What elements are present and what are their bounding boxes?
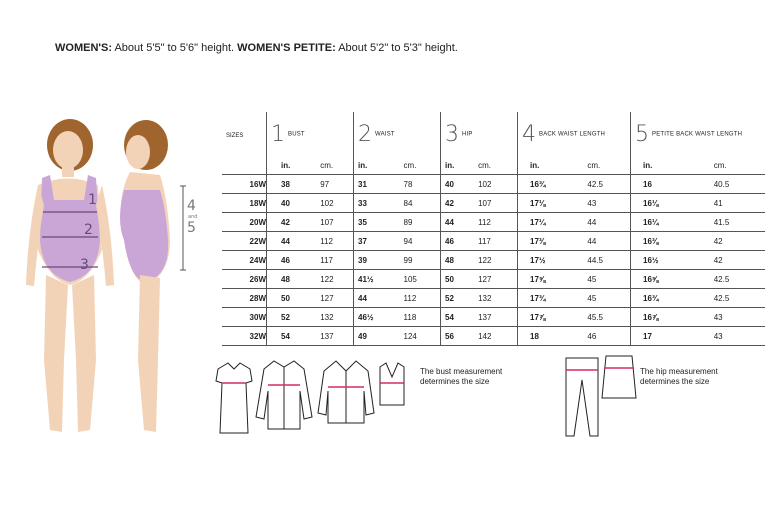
cell-waist_in: 35 <box>354 213 400 232</box>
cell-bust_cm: 132 <box>316 308 353 327</box>
cell-bw_cm: 45 <box>583 289 630 308</box>
side-figure <box>120 120 170 432</box>
bust-note: The bust measurement determines the size <box>420 367 503 386</box>
cell-pbw_in: 16⅜ <box>631 232 710 251</box>
cell-pbw_in: 16½ <box>631 251 710 270</box>
cell-waist_in: 49 <box>354 327 400 346</box>
cell-hip_in: 54 <box>441 308 475 327</box>
petite-label: WOMEN'S PETITE: <box>237 42 336 54</box>
cell-waist_in: 31 <box>354 175 400 194</box>
cell-bw_cm: 42.5 <box>583 175 630 194</box>
cell-bw_in: 17⅝ <box>518 270 584 289</box>
cell-bust_cm: 127 <box>316 289 353 308</box>
cell-bust_in: 48 <box>267 270 317 289</box>
front-mark-1: 1 <box>88 192 97 208</box>
side-mark-5: 5 <box>187 220 196 236</box>
cell-hip_cm: 137 <box>474 308 517 327</box>
cell-hip_in: 46 <box>441 232 475 251</box>
cell-pbw_in: 17 <box>631 327 710 346</box>
cell-waist_in: 41½ <box>354 270 400 289</box>
table-row <box>222 232 765 251</box>
cell-pbw_in: 16 <box>631 175 710 194</box>
cell-bw_cm: 43 <box>583 194 630 213</box>
cell-bust_cm: 117 <box>316 251 353 270</box>
table-row <box>222 251 765 270</box>
cell-bust_in: 54 <box>267 327 317 346</box>
waist-header: 2 WAIST <box>354 112 441 156</box>
hip-garments-illustration <box>560 350 640 440</box>
cell-bust_cm: 107 <box>316 213 353 232</box>
cell-hip_in: 52 <box>441 289 475 308</box>
cell-waist_in: 39 <box>354 251 400 270</box>
cell-waist_in: 37 <box>354 232 400 251</box>
table-header-row <box>222 112 765 156</box>
cell-bw_cm: 44.5 <box>583 251 630 270</box>
cell-pbw_cm: 42 <box>710 232 765 251</box>
cell-hip_cm: 132 <box>474 289 517 308</box>
cell-pbw_cm: 41.5 <box>710 213 765 232</box>
cell-waist_cm: 105 <box>400 270 441 289</box>
cell-size: 30W <box>222 308 267 327</box>
bust-header: 1 BUST <box>267 112 354 156</box>
cell-bust_in: 52 <box>267 308 317 327</box>
cell-bw_in: 17⅛ <box>518 194 584 213</box>
cell-pbw_cm: 40.5 <box>710 175 765 194</box>
table-row <box>222 213 765 232</box>
front-mark-2: 2 <box>84 222 93 238</box>
cell-bust_in: 40 <box>267 194 317 213</box>
cell-size: 26W <box>222 270 267 289</box>
cell-bust_cm: 122 <box>316 270 353 289</box>
cell-bust_cm: 97 <box>316 175 353 194</box>
cell-waist_cm: 99 <box>400 251 441 270</box>
hip-header: 3 HIP <box>441 112 518 156</box>
cell-bw_in: 16¾ <box>518 175 584 194</box>
cell-hip_cm: 127 <box>474 270 517 289</box>
table-row <box>222 308 765 327</box>
cell-size: 20W <box>222 213 267 232</box>
petite-back-waist-header: 5 PETITE BACK WAIST LENGTH <box>631 112 766 156</box>
cell-waist_in: 44 <box>354 289 400 308</box>
cell-size: 16W <box>222 175 267 194</box>
cell-pbw_in: 16⅛ <box>631 194 710 213</box>
cell-bust_in: 44 <box>267 232 317 251</box>
side-mark-and: and <box>188 214 198 220</box>
body-figures-illustration <box>20 110 220 450</box>
cell-pbw_cm: 42.5 <box>710 289 765 308</box>
cell-bw_in: 17⅜ <box>518 232 584 251</box>
side-mark-4: 4 <box>187 198 196 214</box>
womens-label: WOMEN'S: <box>55 42 112 54</box>
table-row <box>222 175 765 194</box>
cell-hip_in: 42 <box>441 194 475 213</box>
cell-bust_cm: 137 <box>316 327 353 346</box>
cell-waist_cm: 84 <box>400 194 441 213</box>
cell-hip_cm: 102 <box>474 175 517 194</box>
cell-hip_cm: 107 <box>474 194 517 213</box>
cell-bw_in: 17½ <box>518 251 584 270</box>
cell-hip_in: 40 <box>441 175 475 194</box>
cell-waist_cm: 124 <box>400 327 441 346</box>
womens-text: About 5'5" to 5'6" height. <box>114 42 235 54</box>
cell-pbw_cm: 41 <box>710 194 765 213</box>
table-row <box>222 194 765 213</box>
cell-size: 24W <box>222 251 267 270</box>
cell-bw_in: 17⅞ <box>518 308 584 327</box>
cell-waist_in: 33 <box>354 194 400 213</box>
cell-bw_cm: 46 <box>583 327 630 346</box>
cell-hip_in: 44 <box>441 213 475 232</box>
cell-pbw_in: 16⅞ <box>631 308 710 327</box>
cell-pbw_in: 16⅝ <box>631 270 710 289</box>
sizes-header: SIZES <box>226 132 244 139</box>
cell-waist_in: 46½ <box>354 308 400 327</box>
cell-hip_in: 48 <box>441 251 475 270</box>
cell-bw_in: 17¼ <box>518 213 584 232</box>
bust-garments-illustration <box>208 357 408 437</box>
cell-hip_cm: 122 <box>474 251 517 270</box>
cell-bust_in: 50 <box>267 289 317 308</box>
cell-hip_in: 50 <box>441 270 475 289</box>
cell-size: 18W <box>222 194 267 213</box>
cell-pbw_cm: 43 <box>710 308 765 327</box>
cell-pbw_cm: 42.5 <box>710 270 765 289</box>
front-mark-3: 3 <box>80 257 89 273</box>
cell-bw_in: 18 <box>518 327 584 346</box>
cell-bw_cm: 45 <box>583 270 630 289</box>
petite-text: About 5'2" to 5'3" height. <box>338 42 458 54</box>
table-row <box>222 270 765 289</box>
cell-hip_in: 56 <box>441 327 475 346</box>
front-figure <box>26 119 114 432</box>
cell-bw_cm: 45.5 <box>583 308 630 327</box>
cell-waist_cm: 112 <box>400 289 441 308</box>
hip-note: The hip measurement determines the size <box>640 367 718 386</box>
units-row: in. cm. in. cm. in. cm. in. cm. in. cm. <box>222 156 765 175</box>
table-row <box>222 327 765 346</box>
cell-size: 22W <box>222 232 267 251</box>
cell-bust_cm: 112 <box>316 232 353 251</box>
cell-hip_cm: 142 <box>474 327 517 346</box>
size-heading <box>55 42 458 54</box>
cell-pbw_in: 16¼ <box>631 213 710 232</box>
size-chart-table <box>222 112 765 346</box>
cell-bust_in: 46 <box>267 251 317 270</box>
cell-waist_cm: 78 <box>400 175 441 194</box>
cell-bust_in: 42 <box>267 213 317 232</box>
cell-waist_cm: 89 <box>400 213 441 232</box>
table-row <box>222 289 765 308</box>
cell-waist_cm: 118 <box>400 308 441 327</box>
cell-pbw_cm: 42 <box>710 251 765 270</box>
cell-hip_cm: 112 <box>474 213 517 232</box>
cell-bw_cm: 44 <box>583 213 630 232</box>
cell-bust_cm: 102 <box>316 194 353 213</box>
cell-hip_cm: 117 <box>474 232 517 251</box>
cell-bw_cm: 44 <box>583 232 630 251</box>
cell-size: 28W <box>222 289 267 308</box>
cell-size: 32W <box>222 327 267 346</box>
cell-pbw_in: 16¾ <box>631 289 710 308</box>
cell-bw_in: 17¾ <box>518 289 584 308</box>
cell-pbw_cm: 43 <box>710 327 765 346</box>
cell-bust_in: 38 <box>267 175 317 194</box>
cell-waist_cm: 94 <box>400 232 441 251</box>
back-waist-header: 4 BACK WAIST LENGTH <box>518 112 631 156</box>
